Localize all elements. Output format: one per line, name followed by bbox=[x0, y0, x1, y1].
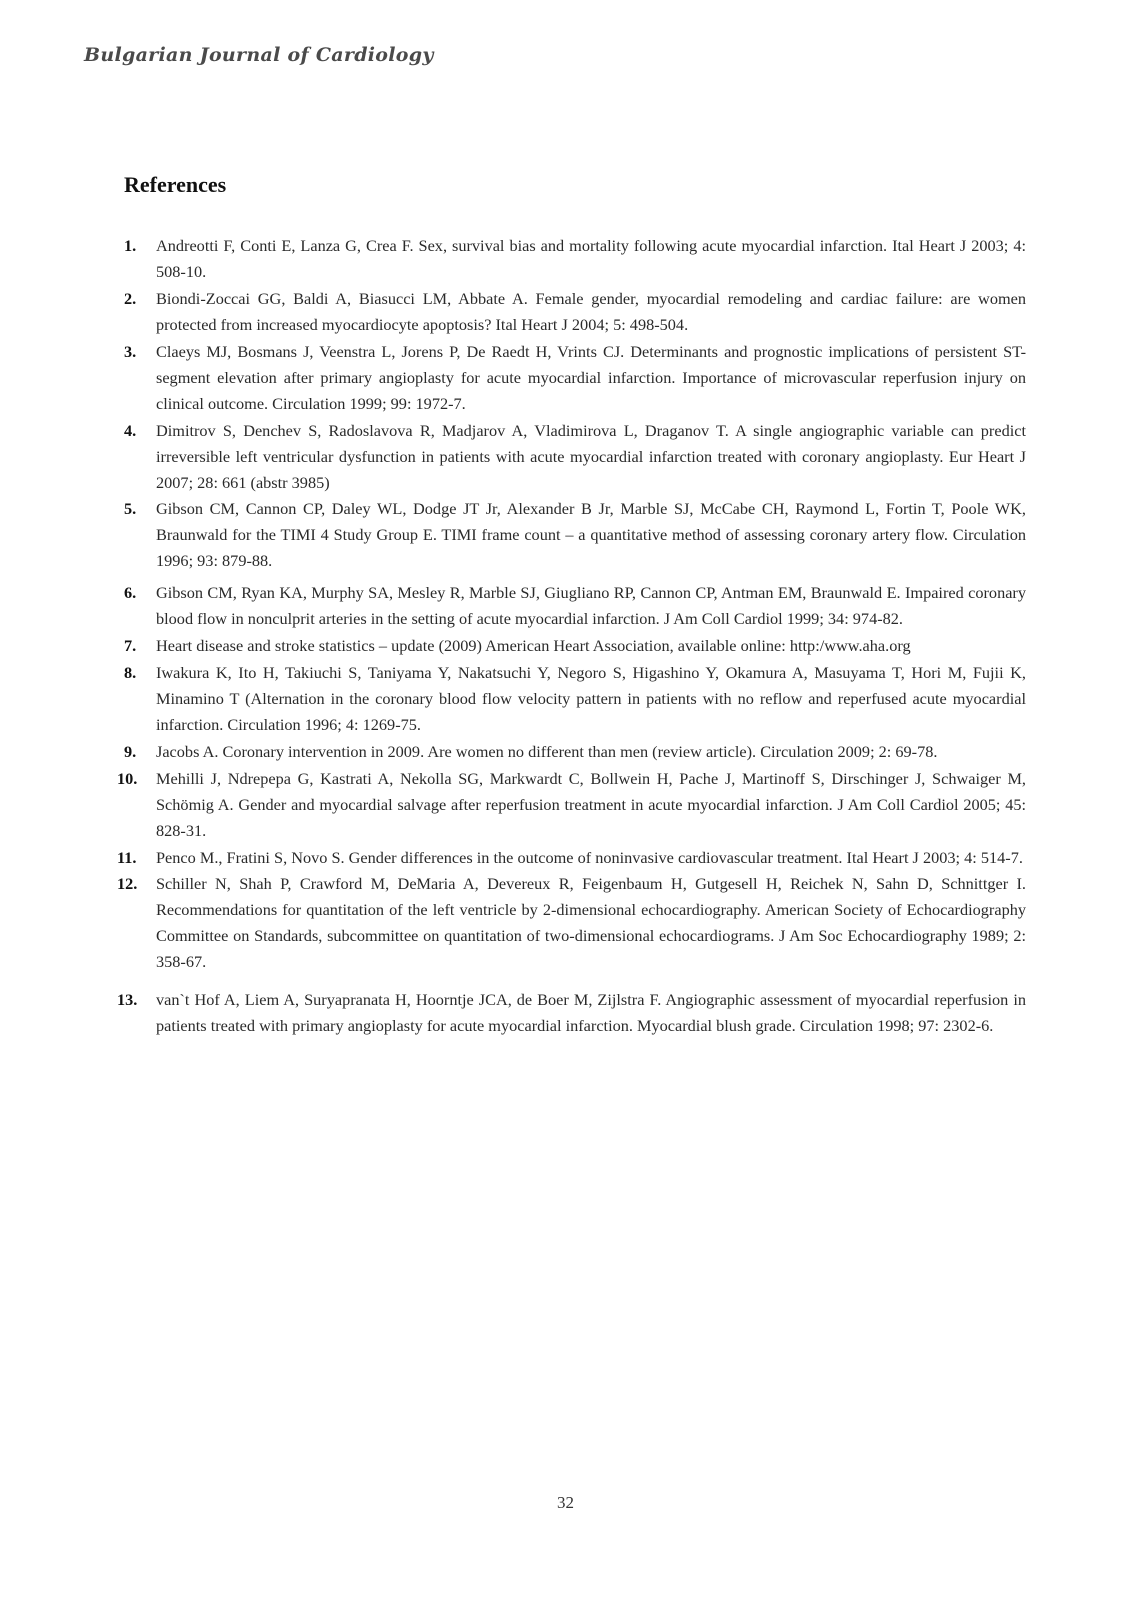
reference-number: 6. bbox=[124, 583, 137, 602]
reference-text: Dimitrov S, Denchev S, Radoslavova R, Madjarov A, Vladimirova L, Draganov T. A single angiographic variable can predict irreversible left ventricular dysfunction in patients with acute myocardial infarction treated with coronary angioplasty. Eur Heart J 2007; 28: 661 (abstr 3985) bbox=[156, 421, 1026, 492]
reference-item-3 bbox=[124, 339, 1026, 417]
reference-text: van`t Hof A, Liem A, Suryapranata H, Hoorntje JCA, de Boer M, Zijlstra F. Angiographic assessment of myocardial reperfusion in patients treated with primary angioplasty for acute myocardial infarction. Myocardial blush grade. Circulation 1998; 97: 2302-6. bbox=[156, 990, 1026, 1035]
reference-number: 3. bbox=[124, 342, 137, 361]
reference-text: Heart disease and stroke statistics – update (2009) American Heart Association, available online: http:/www.aha.org bbox=[156, 636, 911, 655]
reference-number: 5. bbox=[124, 499, 137, 518]
reference-number: 1. bbox=[124, 236, 137, 255]
reference-text: Biondi-Zoccai GG, Baldi A, Biasucci LM, Abbate A. Female gender, myocardial remodeling and cardiac failure: are women protected from increased myocardiocyte apoptosis? Ital Heart J 2004; 5: 498-504. bbox=[156, 289, 1026, 334]
section-title: References bbox=[124, 172, 227, 197]
reference-number: 9. bbox=[124, 742, 137, 761]
reference-number: 10. bbox=[117, 769, 138, 788]
reference-text: Penco M., Fratini S, Novo S. Gender differences in the outcome of noninvasive cardiovascular treatment. Ital Heart J 2003; 4: 514-7. bbox=[156, 848, 1023, 867]
reference-item-10 bbox=[117, 766, 1026, 844]
reference-text: Claeys MJ, Bosmans J, Veenstra L, Jorens P, De Raedt H, Vrints CJ. Determinants and prognostic implications of persistent ST-segment elevation after primary angioplasty for acute myocardial infarction. Importance of microvascular reperfusion injury on clinical outcome. Circulation 1999; 99: 1972-7. bbox=[156, 342, 1026, 413]
reference-item-8 bbox=[124, 660, 1026, 738]
reference-text: Andreotti F, Conti E, Lanza G, Crea F. Sex, survival bias and mortality following acute myocardial infarction. Ital Heart J 2003; 4: 508-10. bbox=[156, 236, 1026, 281]
reference-item-4 bbox=[124, 418, 1026, 496]
reference-text: Gibson CM, Ryan KA, Murphy SA, Mesley R, Marble SJ, Giugliano RP, Cannon CP, Antman EM, Braunwald E. Impaired coronary blood flow in nonculprit arteries in the setting of acute myocardial infarction. J Am Coll Cardiol 1999; 34: 974-82. bbox=[156, 583, 1026, 628]
reference-number: 8. bbox=[124, 663, 137, 682]
reference-item-5 bbox=[124, 496, 1026, 574]
reference-list bbox=[117, 233, 1026, 1039]
reference-item-6 bbox=[124, 580, 1026, 632]
reference-item-12 bbox=[117, 871, 1026, 975]
reference-item-7 bbox=[124, 633, 1026, 659]
reference-item-13 bbox=[117, 987, 1026, 1039]
reference-text: Mehilli J, Ndrepepa G, Kastrati A, Nekolla SG, Markwardt C, Bollwein H, Pache J, Martinoff S, Dirschinger J, Schwaiger M, Schömig A. Gender and myocardial salvage after reperfusion treatment in acute myocardial infarction. J Am Coll Cardiol 2005; 45: 828-31. bbox=[156, 769, 1026, 840]
reference-number: 11. bbox=[117, 848, 137, 867]
reference-text: Schiller N, Shah P, Crawford M, DeMaria A, Devereux R, Feigenbaum H, Gutgesell H, Reichek N, Sahn D, Schnittger I. Recommendations for quantitation of the left ventricle by 2-dimensional echocardiography. American Society of Echocardiography Committee on Standards, subcommittee on quantitation of two-dimensional echocardiograms. J Am Soc Echocardiography 1989; 2: 358-67. bbox=[156, 874, 1026, 971]
reference-number: 13. bbox=[117, 990, 138, 1009]
reference-number: 2. bbox=[124, 289, 137, 308]
reference-text: Iwakura K, Ito H, Takiuchi S, Taniyama Y, Nakatsuchi Y, Negoro S, Higashino Y, Okamura A, Masuyama T, Hori M, Fujii K, Minamino T (Alternation in the coronary blood flow velocity pattern in patients with no reflow and reperfused acute myocardial infarction. Circulation 1996; 4: 1269-75. bbox=[156, 663, 1026, 734]
reference-number: 4. bbox=[124, 421, 137, 440]
reference-item-9 bbox=[124, 739, 1026, 765]
reference-number: 12. bbox=[117, 874, 138, 893]
reference-text: Jacobs A. Coronary intervention in 2009. Are women no different than men (review article). Circulation 2009; 2: 69-78. bbox=[156, 742, 938, 761]
reference-item-1 bbox=[124, 233, 1026, 285]
journal-title: Bulgarian Journal of Cardiology bbox=[84, 44, 434, 66]
reference-text: Gibson CM, Cannon CP, Daley WL, Dodge JT Jr, Alexander B Jr, Marble SJ, McCabe CH, Raymond L, Fortin T, Poole WK, Braunwald for the TIMI 4 Study Group E. TIMI frame count – a quantitative method of assessing coronary artery flow. Circulation 1996; 93: 879-88. bbox=[156, 499, 1026, 570]
reference-number: 7. bbox=[124, 636, 137, 655]
reference-item-2 bbox=[124, 286, 1026, 338]
reference-item-11 bbox=[117, 845, 1026, 871]
page-number: 32 bbox=[557, 1493, 574, 1512]
